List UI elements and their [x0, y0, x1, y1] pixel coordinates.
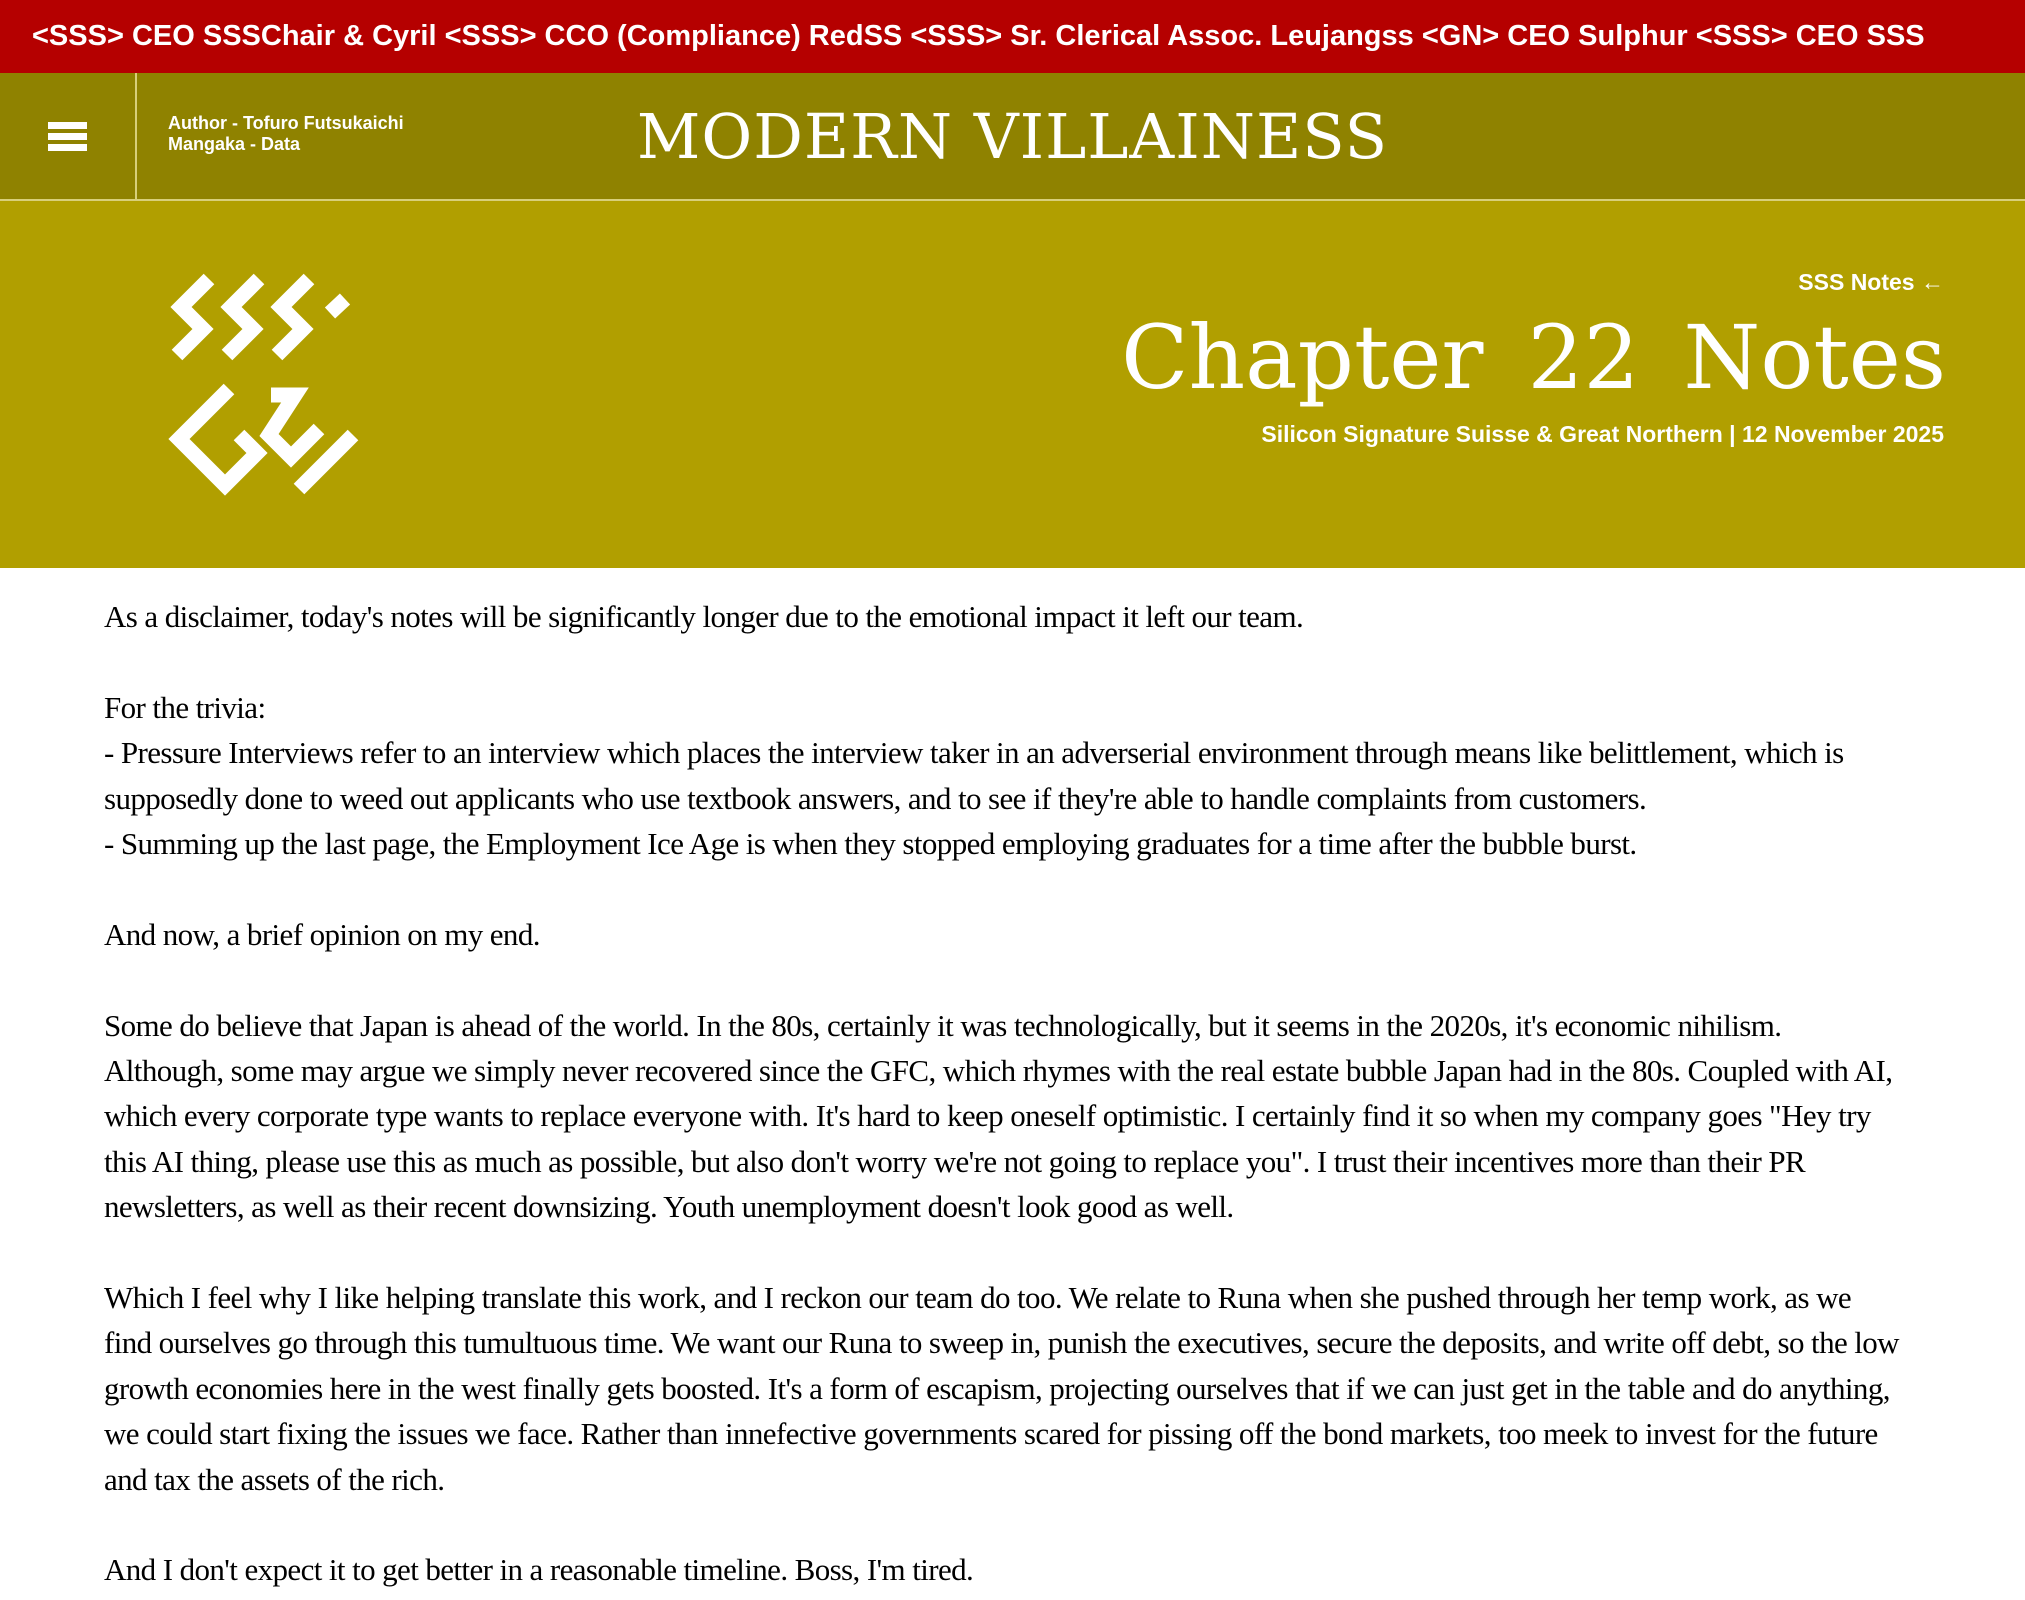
- opinion-intro: And now, a brief opinion on my end.: [104, 916, 540, 952]
- closing-paragraph: And I don't expect it to get better in a reasonable timeline. Boss, I'm tired.: [104, 1552, 974, 1588]
- disclaimer-paragraph: As a disclaimer, today's notes will be significantly longer due to the emotional impact it left our team.: [104, 599, 1304, 634]
- chapter-byline: Silicon Signature Suisse & Great Northern | 12 November 2025: [1261, 421, 1944, 447]
- logo-g-stroke: [179, 389, 257, 485]
- author-credit: Author - Tofuro Futsukaichi: [168, 113, 404, 133]
- trivia-heading: For the trivia:: [104, 689, 266, 725]
- logo-s-stroke: [330, 299, 345, 313]
- site-title[interactable]: MODERN VILLAINESS: [636, 100, 1389, 173]
- trivia-item: - Summing up the last page, the Employment Ice Age is when they stopped employing graduates for a time after the bubble burst.: [104, 826, 1637, 862]
- logo-s-stroke: [227, 279, 259, 355]
- chapter-hero: [0, 201, 2025, 568]
- opinion-paragraph: Some do believe that Japan is ahead of the world. In the 80s, certainly it was technologically, but it seems in the 2020s, it's economic nihilism. Although, some may argue we simply never recovered since the GFC, which rhymes with the real estate bubble Japan had in the 80s. Coupled with AI, which every corporate type wants to replace everyone with. It's hard to keep oneself optimistic. I certainly find it so when my company goes "Hey try this AI thing, please use this as much as possible, but also don't worry we're not going to replace you". I trust their incentives more than their PR newsletters, as well as their recent downsizing. Youth unemployment doesn't look good as well.: [104, 1007, 1893, 1225]
- logo-s-stroke: [277, 279, 309, 355]
- announcement-ticker: [0, 0, 2025, 73]
- site-header: [0, 73, 2025, 201]
- trivia-item: - Pressure Interviews refer to an interview which places the interview taker in an adverserial environment through means like belittlement, which is supposedly done to weed out applicants who use textbook answers, and to see if they're able to handle complaints from customers.: [104, 735, 1844, 816]
- mangaka-credit: Mangaka - Data: [168, 134, 301, 154]
- opinion-paragraph: Which I feel why I like helping translate this work, and I reckon our team do too. We relate to Runa when she pushed through her temp work, as we find ourselves go through this tumultuous time. We want our Runa to sweep in, punish the executives, secure the deposits, and write off debt, so the low growth economies here in the west finally gets boosted. It's a form of escapism, projecting ourselves that if we can just get in the table and do anything, we could start fixing the issues we face. Rather than innefective governments scared for pissing off the bond markets, too meek to invest for the future and tax the assets of the rich.: [104, 1280, 1899, 1497]
- chapter-title: Chapter 22 Notes: [1121, 306, 1946, 409]
- logo-s-stroke: [177, 279, 209, 355]
- sss-notes-back-link[interactable]: SSS Notes ←: [1798, 269, 1944, 295]
- ticker-text: <SSS> CEO SSSChair & Cyril <SSS> CCO (Compliance) RedSS <SSS> Sr. Clerical Assoc. Leujangss <GN> CEO Sulphur <SSS> CEO SSS: [32, 20, 1925, 52]
- logo-z-stroke: [269, 395, 319, 457]
- sss-gn-logo: [165, 257, 370, 517]
- article-body: [104, 594, 1904, 1600]
- trivia-section: [104, 685, 1904, 867]
